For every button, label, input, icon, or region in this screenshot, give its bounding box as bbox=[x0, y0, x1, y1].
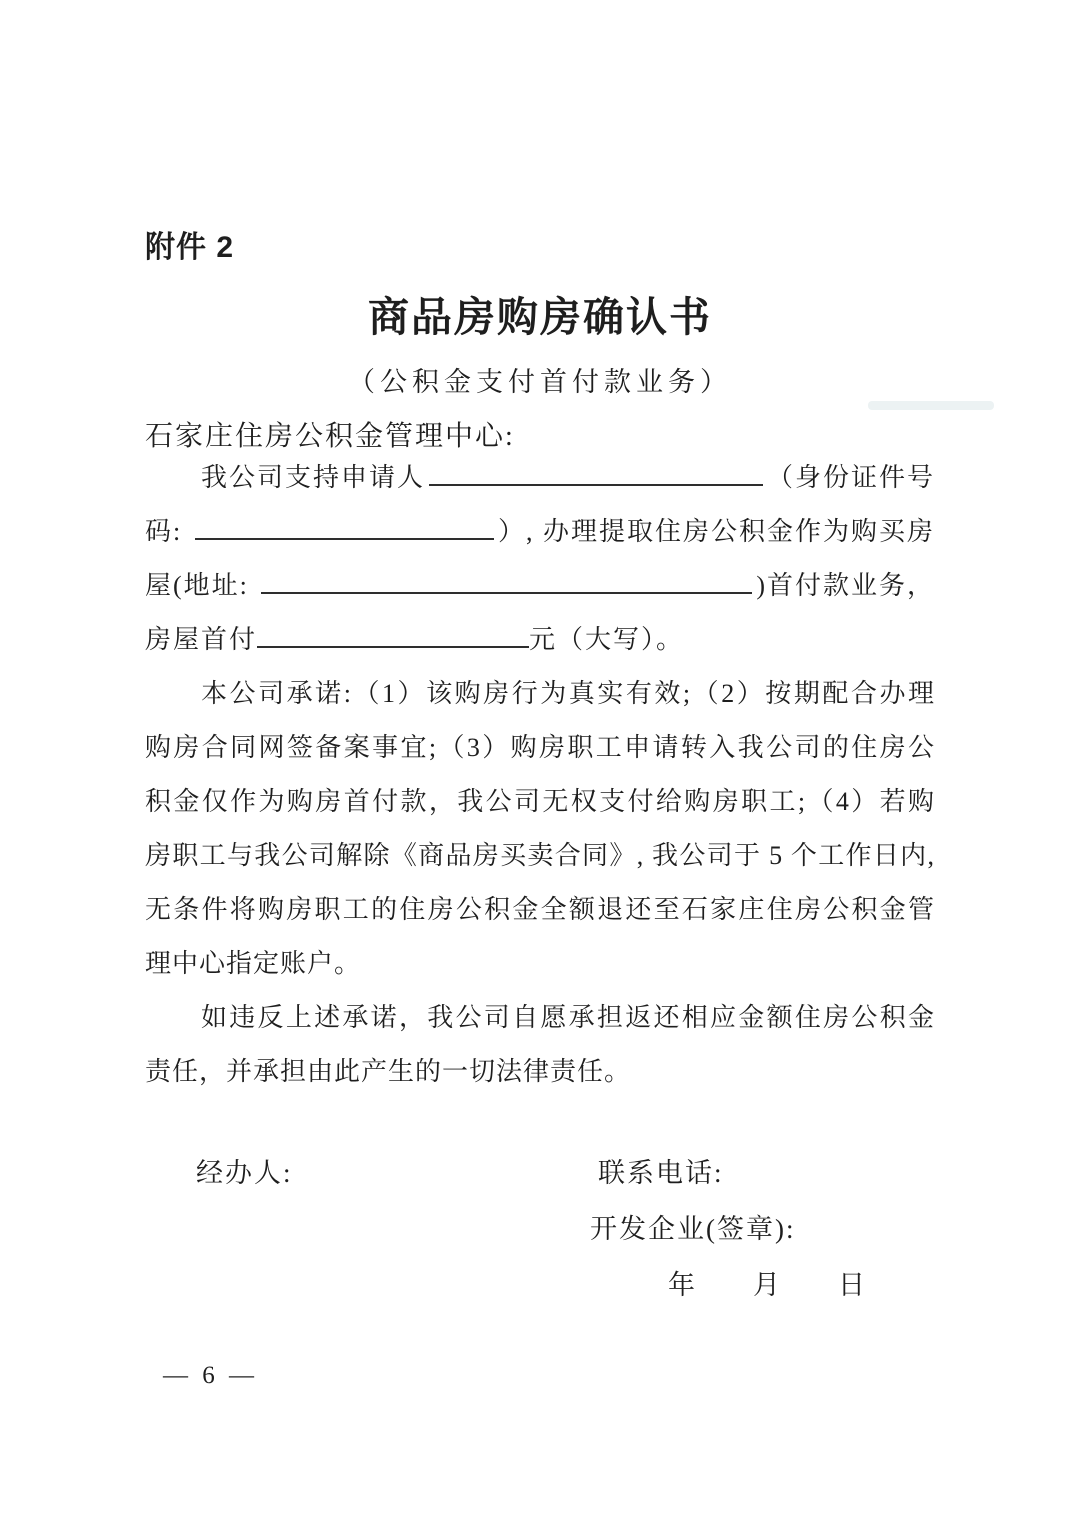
blank-field bbox=[257, 646, 529, 648]
document-subtitle: （公积金支付首付款业务） bbox=[348, 367, 732, 397]
text-line: 房职工与我公司解除《商品房买卖合同》, 我公司于 5 个工作日内, bbox=[145, 841, 935, 870]
date-line bbox=[668, 1258, 865, 1312]
line-text: 屋(地址: bbox=[145, 571, 258, 600]
blank-field bbox=[261, 592, 752, 594]
text-line: 积金仅作为购房首付款，我公司无权支付给购房职工;（4）若购 bbox=[145, 787, 935, 816]
scan-artifact bbox=[868, 401, 994, 410]
handler-label: 经办人: bbox=[196, 1158, 293, 1188]
developer-seal-label: 开发企业(签章): bbox=[590, 1214, 796, 1244]
text-line: 责任，并承担由此产生的一切法律责任。 bbox=[145, 1057, 632, 1086]
text-line bbox=[145, 613, 935, 667]
document-title: 商品房购房确认书 bbox=[368, 294, 712, 340]
line-text: 元（大写）。 bbox=[529, 625, 685, 654]
phone-label: 联系电话: bbox=[598, 1158, 724, 1188]
text-line: 无条件将购房职工的住房公积金全额退还至石家庄住房公积金管 bbox=[145, 895, 935, 924]
page-number: — 6 — bbox=[163, 1362, 258, 1389]
attachment-label: 附件 2 bbox=[145, 231, 235, 264]
text-line bbox=[145, 559, 935, 613]
line-text: （身份证件号 bbox=[766, 463, 935, 492]
text-line: 本公司承诺:（1）该购房行为真实有效;（2）按期配合办理 bbox=[201, 679, 935, 708]
date-year-label: 年 bbox=[668, 1270, 695, 1300]
line-text: )首付款业务， bbox=[756, 571, 935, 600]
line-text: 房屋首付 bbox=[145, 625, 258, 654]
line-text: 码: bbox=[145, 517, 191, 546]
text-line: 理中心指定账户。 bbox=[145, 949, 362, 978]
text-line bbox=[145, 505, 935, 559]
blank-field bbox=[429, 484, 763, 486]
text-line: 如违反上述承诺，我公司自愿承担返还相应金额住房公积金 bbox=[201, 1003, 935, 1032]
text-line: 购房合同网签备案事宜;（3）购房职工申请转入我公司的住房公 bbox=[145, 733, 935, 762]
blank-field bbox=[195, 538, 494, 540]
line-text: 我公司支持申请人 bbox=[201, 463, 426, 492]
date-month-label: 月 bbox=[753, 1270, 780, 1300]
text-line bbox=[145, 451, 935, 505]
line-text: ）, 办理提取住房公积金作为购买房 bbox=[497, 517, 935, 546]
salutation-line: 石家庄住房公积金管理中心: bbox=[145, 421, 515, 452]
document-body bbox=[145, 451, 935, 1099]
date-day-label: 日 bbox=[838, 1270, 865, 1300]
